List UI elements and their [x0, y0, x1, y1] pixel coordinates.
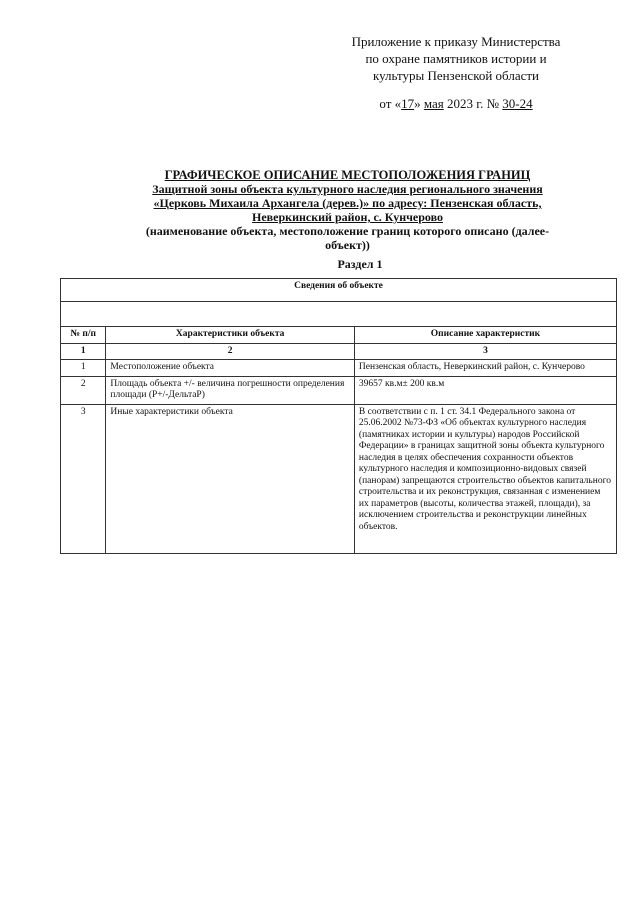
column-number-3: 3 — [354, 343, 616, 360]
order-year: 2023 г. № — [447, 96, 500, 111]
header-description: Описание характеристик — [354, 327, 616, 344]
row-characteristic: Площадь объекта +/- величина погрешности определения площади (Р+/-ДельтаР) — [106, 376, 354, 404]
table-row — [61, 404, 617, 553]
appendix-line-2: по охране памятников истории и — [365, 51, 547, 66]
header-characteristics: Характеристики объекта — [106, 327, 354, 344]
order-date-number — [325, 96, 587, 112]
section-title: Раздел 1 — [337, 257, 383, 271]
row-description: В соответствии с п. 1 ст. 34.1 Федерального закона от 25.06.2002 №73-ФЗ «Об объектах культурного наследия (памятниках истории и культуры) народов Российской Федерации» в границах защитной зоны объекта культурного наследия в целях обеспечения сохранности объектов культурного наследия и композиционно-видовых связей (панорам) запрещаются строительство объектов капитального строительства и их реконструкция, связанная с изменением их параметров (высоты, количества этажей, площади), за исключением строительства и реконструкции линейных объектов. — [354, 404, 616, 553]
appendix-header — [325, 33, 587, 84]
header-number: № п/п — [61, 327, 106, 344]
object-info-table — [60, 278, 617, 554]
table-number-row — [61, 343, 617, 360]
title-line-5: (наименование объекта, местоположение границ которого описано (далее- — [145, 224, 550, 238]
title-line-4: Неверкинский район, с. Кунчерово — [252, 210, 443, 224]
row-characteristic: Местоположение объекта — [106, 360, 354, 377]
table-row — [61, 360, 617, 377]
column-number-2: 2 — [106, 343, 354, 360]
title-line-2: Защитной зоны объекта культурного наследия регионального значения — [152, 182, 543, 196]
table-caption: Сведения об объекте — [61, 279, 617, 302]
row-number: 1 — [61, 360, 106, 377]
table-row — [61, 376, 617, 404]
table-blank-row — [61, 302, 617, 327]
document-title — [105, 168, 590, 252]
appendix-line-1: Приложение к приказу Министерства — [351, 34, 561, 49]
order-number: 30-24 — [502, 96, 533, 111]
row-description: Пензенская область, Неверкинский район, с. Кунчерово — [354, 360, 616, 377]
appendix-line-3: культуры Пензенской области — [372, 68, 540, 83]
order-day: 17 — [401, 96, 415, 111]
table-header-row — [61, 327, 617, 344]
column-number-1: 1 — [61, 343, 106, 360]
order-month: мая — [423, 96, 444, 111]
title-main: ГРАФИЧЕСКОЕ ОПИСАНИЕ МЕСТОПОЛОЖЕНИЯ ГРАНИЦ — [164, 168, 531, 182]
row-number: 3 — [61, 404, 106, 553]
title-line-6: объект)) — [325, 238, 370, 252]
order-prefix: от « — [379, 96, 402, 111]
row-characteristic: Иные характеристики объекта — [106, 404, 354, 553]
row-number: 2 — [61, 376, 106, 404]
row-description: 39657 кв.м± 200 кв.м — [354, 376, 616, 404]
order-quote: » — [414, 96, 421, 111]
title-line-3: «Церковь Михаила Архангела (дерев.)» по адресу: Пензенская область, — [153, 196, 542, 210]
